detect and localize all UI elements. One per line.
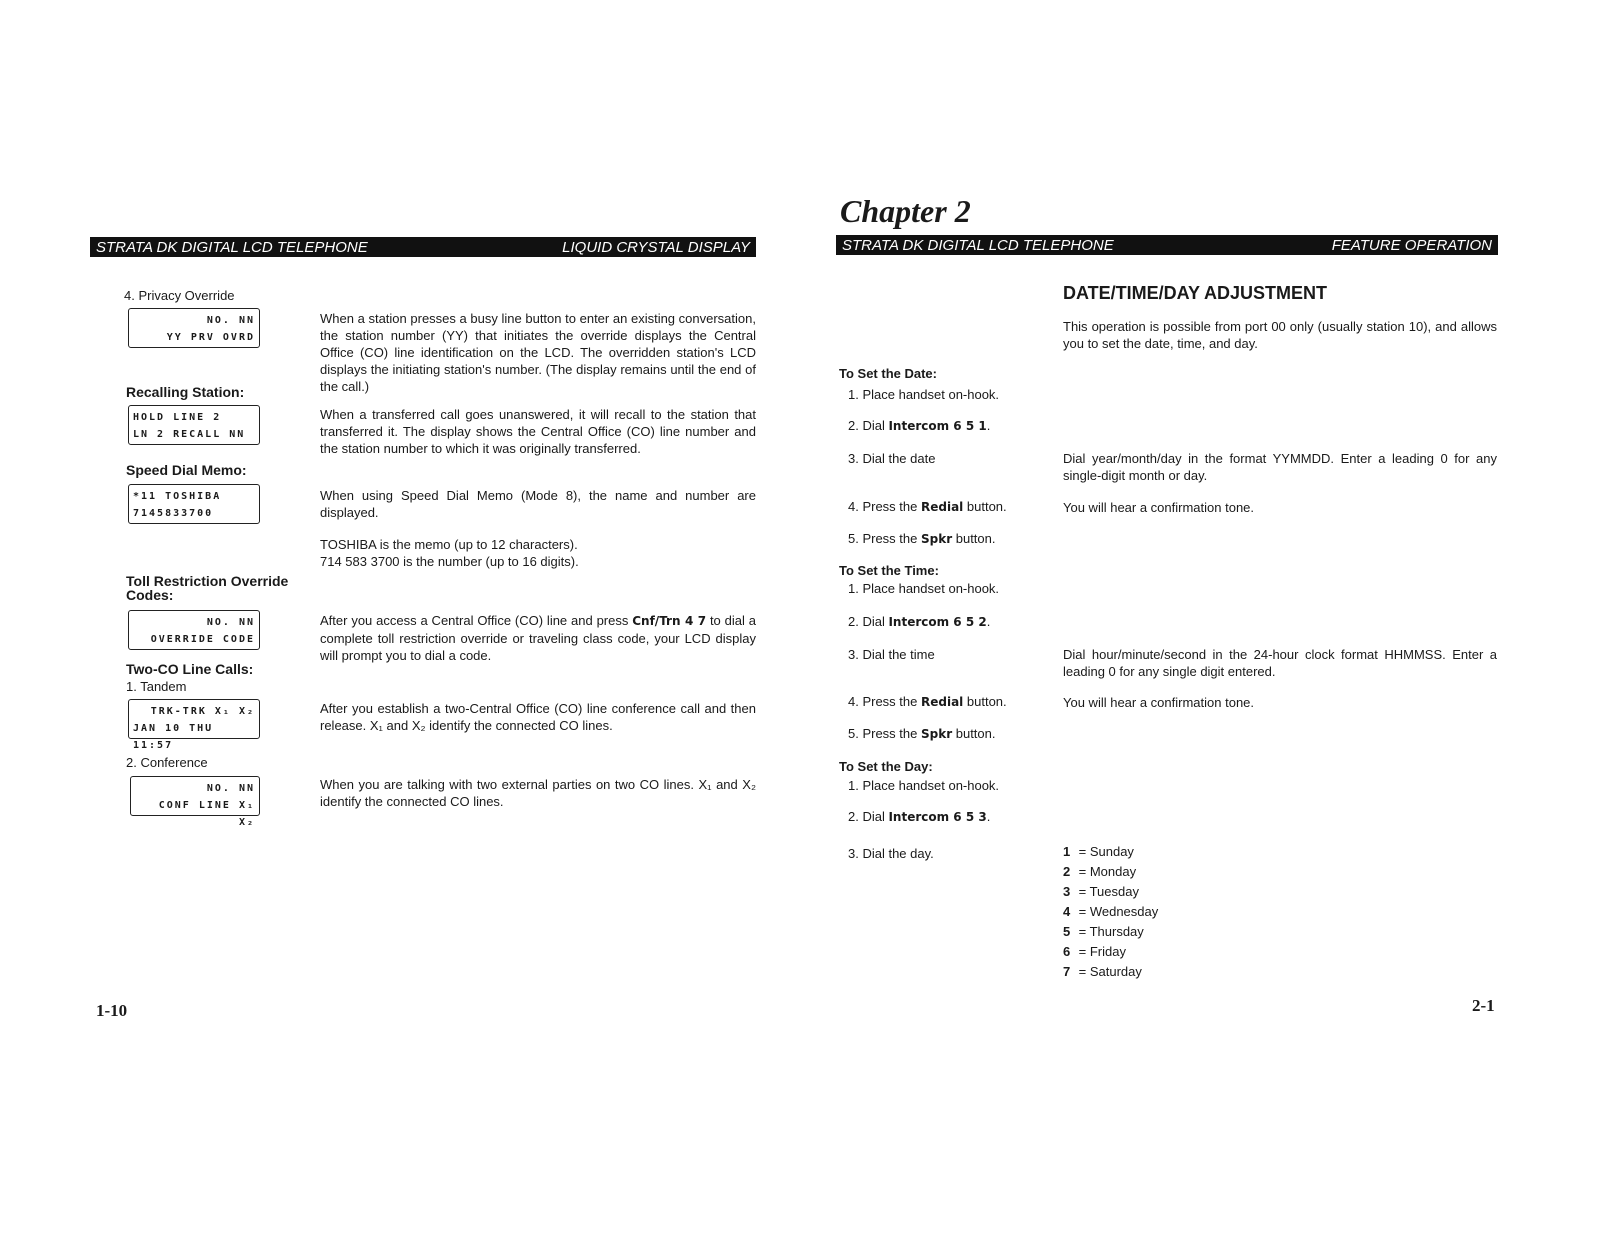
date-step-1: 1. Place handset on-hook.	[848, 387, 1000, 402]
day-row: 6 = Friday	[1063, 942, 1158, 962]
step-text: button.	[952, 726, 996, 741]
lcd-line: NO. NN	[206, 315, 255, 326]
day-row: 4 = Wednesday	[1063, 902, 1158, 922]
lcd-line: TRK-TRK X₁ X₂	[150, 706, 255, 717]
speed-text: When using Speed Dial Memo (Mode 8), the name and number are displayed.	[320, 488, 756, 520]
step-text: 4. Press the	[848, 499, 921, 514]
step-text: .	[986, 614, 991, 629]
day-row: 3 = Tuesday	[1063, 882, 1158, 902]
lcd-line: CONF LINE X₁ X₂	[158, 800, 255, 828]
step-text: button.	[963, 499, 1007, 514]
day-number: 5	[1063, 924, 1071, 939]
lcd-line: LN 2 RECALL NN	[133, 429, 246, 440]
day-number: 3	[1063, 884, 1071, 899]
date-step-4	[848, 499, 1007, 514]
day-name: Wednesday	[1089, 904, 1159, 919]
lcd-conference	[130, 776, 260, 828]
left-page-number: 1-10	[96, 1001, 128, 1020]
day-row: 5 = Thursday	[1063, 922, 1158, 942]
recalling-title: Recalling Station:	[126, 384, 245, 400]
time-heading: To Set the Time:	[839, 563, 939, 578]
step-text: 2. Dial	[848, 418, 889, 433]
twoco-title: Two-CO Line Calls:	[126, 661, 254, 677]
spkr-key: Spkr	[920, 532, 953, 546]
time-step-5	[848, 726, 996, 741]
time-step-4-desc: You will hear a confirmation tone.	[1063, 695, 1255, 710]
cnf-trn-key: Cnf/Trn 4 7	[632, 614, 707, 628]
day-step-3: 3. Dial the day.	[848, 846, 934, 861]
lcd-recalling	[128, 405, 260, 445]
toll-title: Toll Restriction Override Codes:	[126, 573, 289, 603]
time-step-4	[848, 694, 1007, 709]
lcd-line: *11 TOSHIBA	[133, 491, 222, 502]
privacy-title: 4. Privacy Override	[124, 288, 235, 303]
date-step-3-desc: Dial year/month/day in the format YYMMDD. Enter a leading 0 for any single-digit month or day.	[1063, 451, 1497, 483]
lcd-line: NO. NN	[206, 617, 255, 628]
lcd-line: 7145833700	[133, 508, 214, 519]
tandem-label: 1. Tandem	[126, 679, 187, 694]
intercom-key: Intercom 6 5 2	[888, 615, 987, 629]
recalling-text: When a transferred call goes unanswered, it will recall to the station that transferred it. The display shows the Central Office (CO) line number and the station number to which it was originally transferred.	[320, 407, 756, 456]
lcd-line: YY PRV OVRD	[166, 332, 255, 343]
chapter-title: Chapter 2	[840, 193, 971, 229]
date-step-2	[848, 418, 990, 433]
day-heading: To Set the Day:	[839, 759, 933, 774]
step-text: button.	[952, 531, 996, 546]
time-step-2	[848, 614, 990, 629]
lcd-speed	[128, 484, 260, 524]
right-header-bar	[836, 235, 1498, 255]
step-text: 4. Press the	[848, 694, 921, 709]
day-row: 7 = Saturday	[1063, 962, 1158, 982]
tandem-text: After you establish a two-Central Office (CO) line conference call and then release. X₁ and X₂ identify the connected CO lines.	[320, 701, 756, 733]
day-step-2	[848, 809, 990, 824]
intro-text: This operation is possible from port 00 only (usually station 10), and allows you to set the date, time, and day.	[1063, 319, 1497, 351]
step-text: 2. Dial	[848, 614, 889, 629]
day-name: Tuesday	[1089, 884, 1139, 899]
privacy-text: When a station presses a busy line button to enter an existing conversation, the station number (YY) that initiates the override displays the Central Office (CO) line identification on the LCD. The overridden station's LCD displays the initiating station's number. (The display remains until the end of the call.)	[320, 311, 756, 394]
redial-key: Redial	[920, 500, 964, 514]
day-list	[1063, 842, 1158, 982]
toll-text	[320, 612, 756, 664]
intercom-key: Intercom 6 5 1	[888, 419, 987, 433]
toll-text-a: After you access a Central Office (CO) line and press	[320, 613, 633, 628]
step-text: 5. Press the	[848, 726, 921, 741]
conference-text: When you are talking with two external parties on two CO lines. X₁ and X₂ identify the connected CO lines.	[320, 777, 756, 809]
day-name: Thursday	[1089, 924, 1144, 939]
day-number: 4	[1063, 904, 1071, 919]
date-step-5	[848, 531, 996, 546]
left-header-section: LIQUID CRYSTAL DISPLAY	[562, 238, 750, 256]
day-number: 7	[1063, 964, 1071, 979]
conference-label: 2. Conference	[126, 755, 208, 770]
step-text: button.	[963, 694, 1007, 709]
day-name: Friday	[1089, 944, 1126, 959]
time-step-3: 3. Dial the time	[848, 647, 935, 662]
day-row: 1 = Sunday	[1063, 842, 1158, 862]
date-step-4-desc: You will hear a confirmation tone.	[1063, 500, 1255, 515]
right-header-title: STRATA DK DIGITAL LCD TELEPHONE	[842, 236, 1114, 254]
time-step-3-desc: Dial hour/minute/second in the 24-hour clock format HHMMSS. Enter a leading 0 for any single digit entered.	[1063, 647, 1497, 679]
speed-text-memo: TOSHIBA is the memo (up to 12 characters).	[320, 537, 578, 552]
speed-title: Speed Dial Memo:	[126, 462, 247, 478]
toll-text-b: to dial a complete toll restriction override or traveling class code, your LCD display will prompt you to dial a code.	[320, 613, 756, 663]
left-header-title: STRATA DK DIGITAL LCD TELEPHONE	[96, 238, 368, 256]
day-number: 6	[1063, 944, 1071, 959]
lcd-privacy	[128, 308, 260, 348]
intercom-key: Intercom 6 5 3	[888, 810, 987, 824]
lcd-line: HOLD LINE 2	[133, 412, 222, 423]
step-text: 5. Press the	[848, 531, 921, 546]
day-number: 2	[1063, 864, 1071, 879]
left-header-bar	[90, 237, 756, 257]
step-text: .	[986, 418, 991, 433]
day-name: Saturday	[1089, 964, 1142, 979]
redial-key: Redial	[920, 695, 964, 709]
spkr-key: Spkr	[920, 727, 953, 741]
day-number: 1	[1063, 844, 1071, 859]
date-heading: To Set the Date:	[839, 366, 937, 381]
lcd-toll	[128, 610, 260, 650]
speed-text-number: 714 583 3700 is the number (up to 16 digits).	[320, 554, 579, 569]
lcd-line: OVERRIDE CODE	[150, 634, 255, 645]
step-text: 2. Dial	[848, 809, 889, 824]
right-header-section: FEATURE OPERATION	[1331, 236, 1492, 254]
day-name: Sunday	[1089, 844, 1134, 859]
lcd-line: JAN 10 THU 11:57	[133, 723, 214, 751]
day-name: Monday	[1089, 864, 1137, 879]
time-step-1: 1. Place handset on-hook.	[848, 581, 1000, 596]
right-page-number: 2-1	[1472, 996, 1495, 1015]
date-step-3: 3. Dial the date	[848, 451, 936, 466]
day-row: 2 = Monday	[1063, 862, 1158, 882]
lcd-line: NO. NN	[206, 783, 255, 794]
section-title: DATE/TIME/DAY ADJUSTMENT	[1063, 283, 1328, 303]
step-text: .	[986, 809, 991, 824]
lcd-tandem	[128, 699, 260, 751]
day-step-1: 1. Place handset on-hook.	[848, 778, 1000, 793]
